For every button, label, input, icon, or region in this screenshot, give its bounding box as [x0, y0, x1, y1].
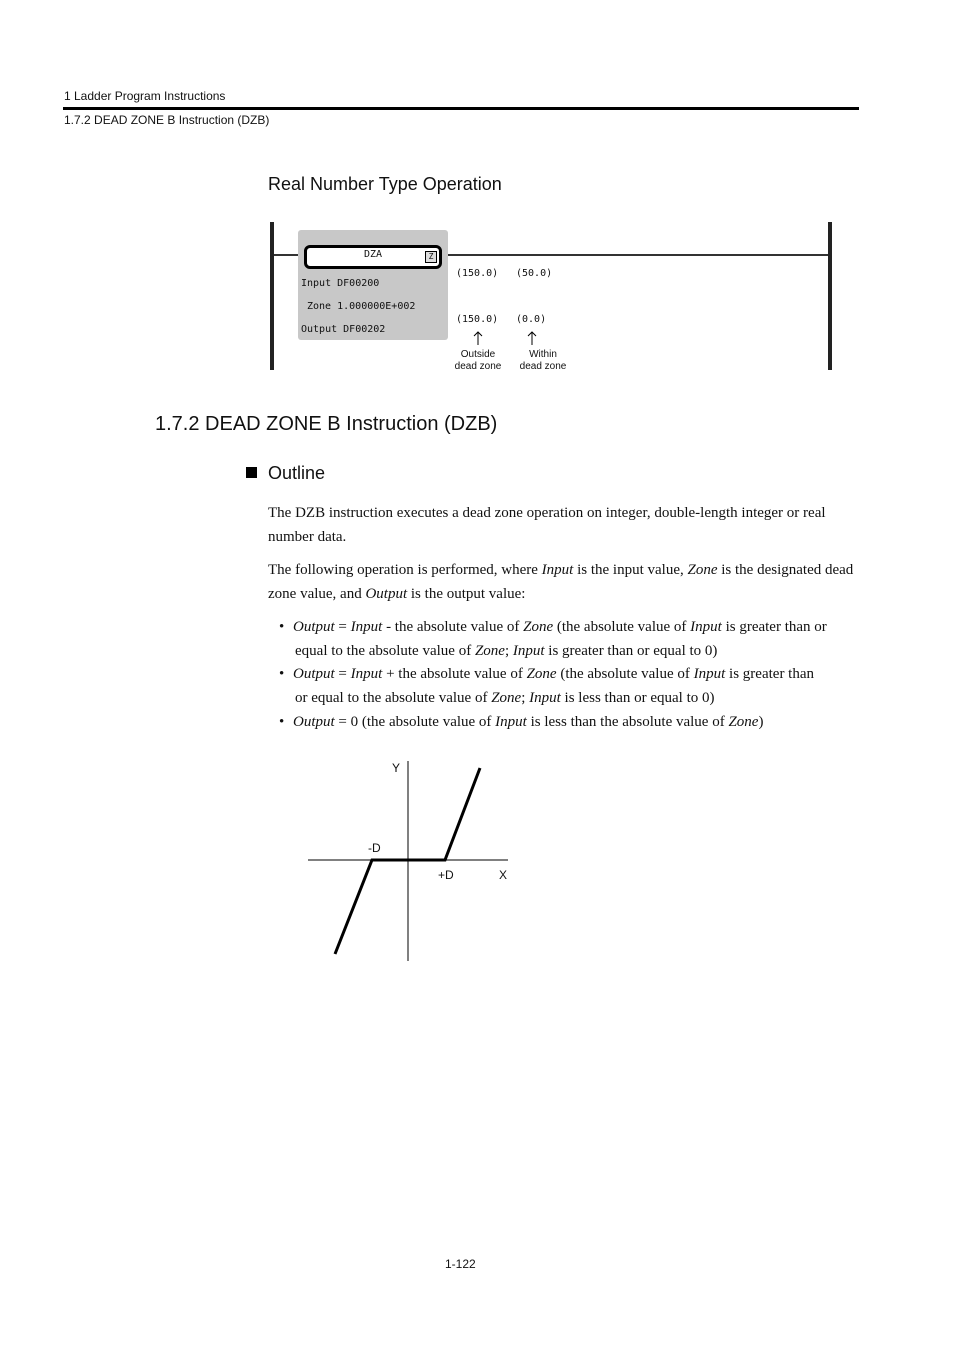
example-title: Real Number Type Operation [268, 174, 502, 194]
note-outside-dead-zone: Outside dead zone [454, 349, 502, 372]
output-value-1: (150.0) [456, 314, 499, 325]
section-title: 1.7.2 DEAD ZONE B Instruction (DZB) [155, 413, 498, 435]
input-value-1: (150.0) [456, 268, 499, 279]
block-row-zone: Zone 1.000000E+002 [307, 301, 416, 312]
neg-d-label: -D [368, 841, 381, 855]
header-rule [63, 107, 859, 110]
note-within-dead-zone: Within dead zone [519, 349, 567, 372]
up-arrow-icon [527, 331, 537, 345]
instruction-header [304, 245, 442, 269]
square-bullet-icon [246, 467, 257, 478]
y-axis-label: Y [392, 761, 401, 775]
instruction-name: DZA [363, 249, 383, 260]
input-value-2: (50.0) [516, 268, 553, 279]
ladder-diagram [268, 220, 834, 374]
outline-paragraph-2: The following operation is performed, where Input is the input value, Zone is the designated dead zone value, and Output is the output value: [268, 562, 854, 602]
outline-heading: Outline [268, 463, 326, 483]
instruction-toggle-icon: Z [425, 251, 437, 263]
page-number: 1-122 [445, 1257, 476, 1271]
up-arrow-icon [473, 331, 483, 345]
running-header-section: 1.7.2 DEAD ZONE B Instruction (DZB) [64, 113, 270, 127]
dead-zone-graph [300, 755, 520, 965]
outline-paragraph-1: The DZB instruction executes a dead zone operation on integer, double-length integer or real number data. [268, 505, 826, 545]
dza-instruction-block [298, 230, 448, 340]
output-value-2: (0.0) [516, 314, 547, 325]
left-power-rail [270, 222, 274, 370]
block-row-output: Output DF00202 [301, 324, 386, 335]
right-power-rail [828, 222, 832, 370]
graph-canvas [300, 755, 520, 965]
x-axis-label: X [499, 868, 508, 882]
rung-line-right [446, 254, 828, 256]
running-header-chapter: 1 Ladder Program Instructions [64, 89, 226, 103]
pos-d-label: +D [438, 868, 454, 882]
block-row-input: Input DF00200 [301, 278, 380, 289]
